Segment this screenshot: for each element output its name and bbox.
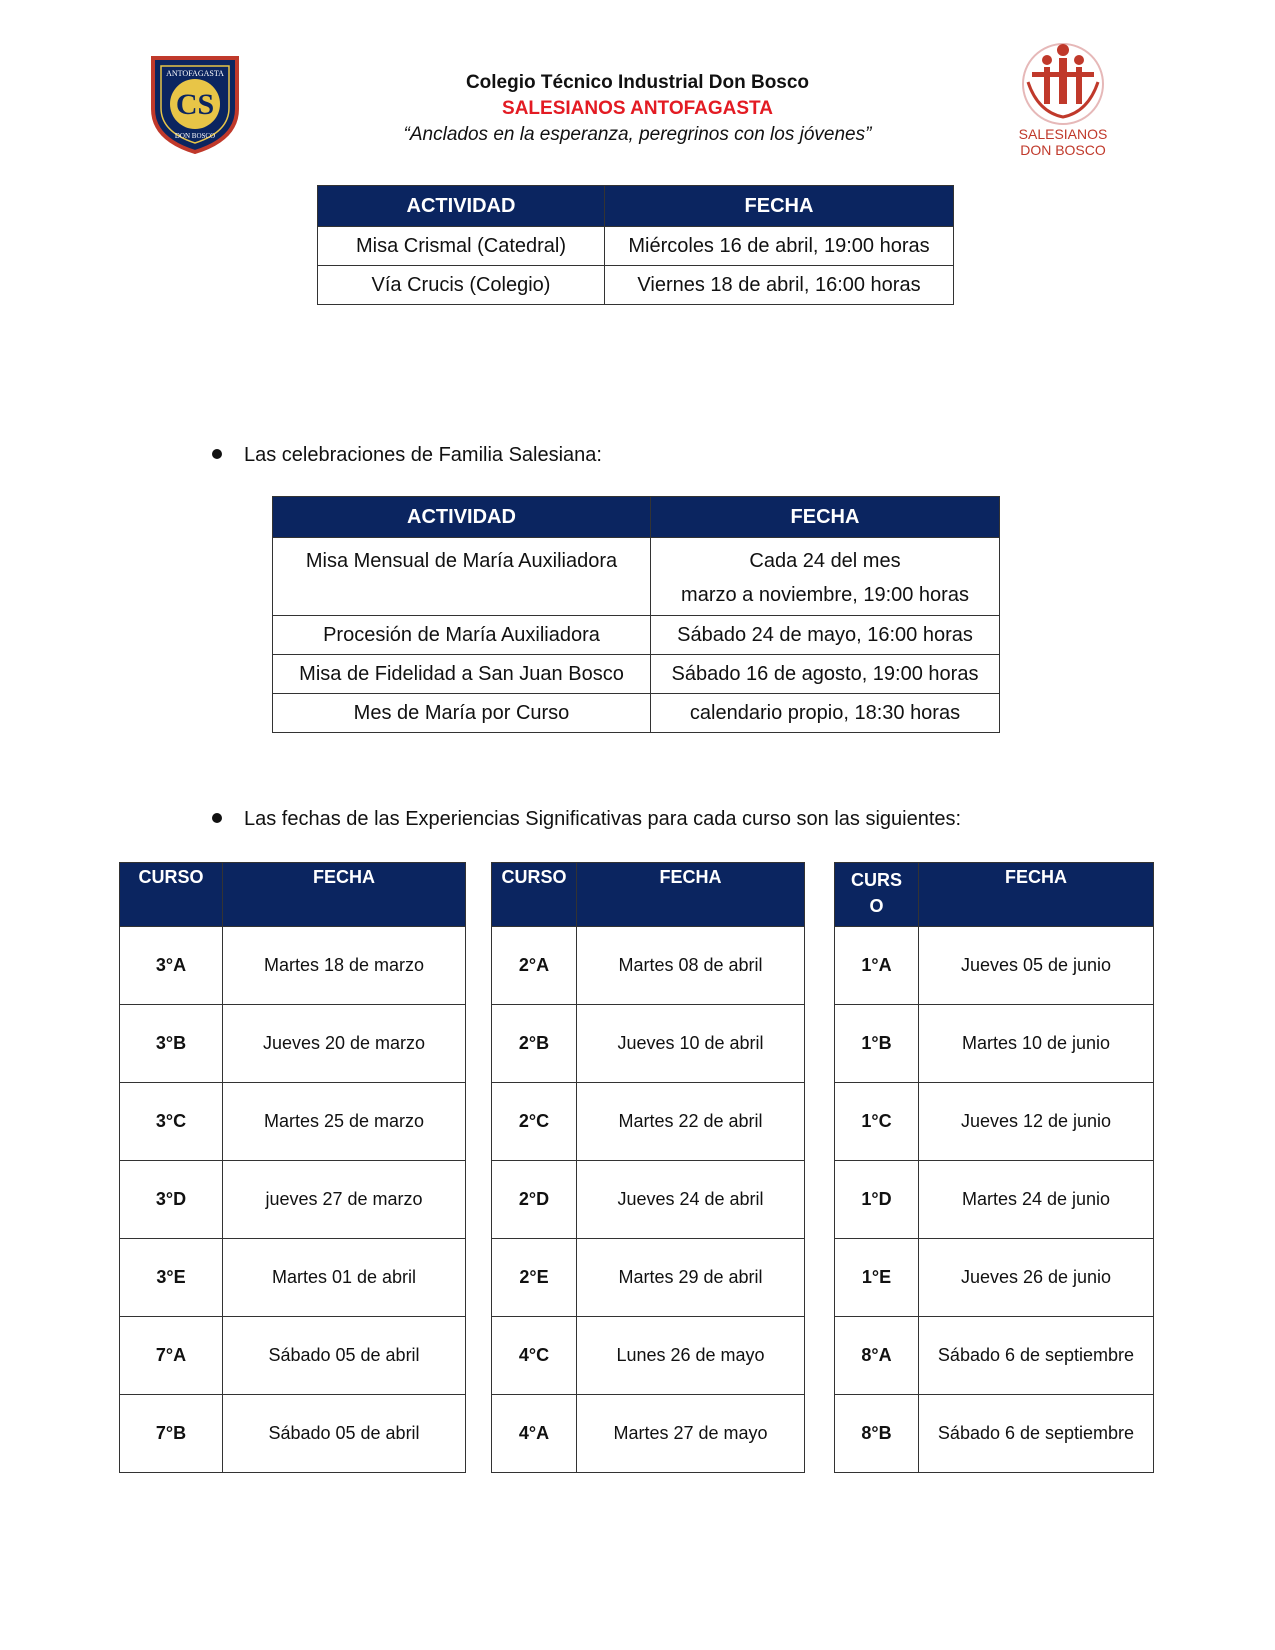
table-row [273, 616, 1000, 655]
date-cell: Martes 22 de abril [577, 1083, 805, 1161]
date-cell: Sábado 05 de abril [223, 1395, 466, 1473]
date-cell: Viernes 18 de abril, 16:00 horas [605, 266, 954, 305]
date-cell: Lunes 26 de mayo [577, 1317, 805, 1395]
course-cell: 3°C [120, 1083, 223, 1161]
column-header: FECHA [577, 863, 805, 927]
course-cell: 7°B [120, 1395, 223, 1473]
course-cell: 4°C [492, 1317, 577, 1395]
course-cell: 3°A [120, 927, 223, 1005]
column-header: FECHA [223, 863, 466, 927]
table-header-row [492, 863, 805, 927]
holy-week-table [317, 185, 954, 305]
table-row [492, 1005, 805, 1083]
course-cell: 1°E [835, 1239, 919, 1317]
course-cell: 1°D [835, 1161, 919, 1239]
date-cell: Jueves 20 de marzo [223, 1005, 466, 1083]
logo-line1: SALESIANOS [1018, 126, 1108, 142]
table-header-row [120, 863, 466, 927]
course-cell: 3°E [120, 1239, 223, 1317]
course-cell: 2°D [492, 1161, 577, 1239]
bullet-text: Las celebraciones de Familia Salesiana: [244, 444, 602, 466]
course-cell: 2°A [492, 927, 577, 1005]
date-cell [651, 538, 1000, 616]
bullet-text: Las fechas de las Experiencias Significativas para cada curso son las siguientes: [244, 808, 962, 830]
course-cell: 7°A [120, 1317, 223, 1395]
activity-cell: Procesión de María Auxiliadora [273, 616, 651, 655]
school-name: Colegio Técnico Industrial Don Bosco [465, 72, 810, 93]
date-cell: Jueves 10 de abril [577, 1005, 805, 1083]
activity-cell: Misa de Fidelidad a San Juan Bosco [273, 655, 651, 694]
date-cell: Jueves 12 de junio [919, 1083, 1154, 1161]
table-row [492, 1395, 805, 1473]
bullet-item [212, 444, 602, 467]
table-header-row [835, 863, 1154, 927]
table-row [120, 1395, 466, 1473]
table-row [318, 266, 954, 305]
bullet-icon [212, 813, 222, 823]
course-table-b [491, 862, 805, 1473]
date-cell: Martes 24 de junio [919, 1161, 1154, 1239]
date-cell: Miércoles 16 de abril, 19:00 horas [605, 227, 954, 266]
table-row [273, 538, 1000, 616]
table-row [492, 1161, 805, 1239]
date-cell: Martes 25 de marzo [223, 1083, 466, 1161]
date-cell: Martes 01 de abril [223, 1239, 466, 1317]
course-cell: 2°E [492, 1239, 577, 1317]
activity-cell: Misa Mensual de María Auxiliadora [273, 538, 651, 616]
course-cell: 1°B [835, 1005, 919, 1083]
salesianos-logo-text [1008, 126, 1118, 158]
table-row [120, 1317, 466, 1395]
course-cell: 4°A [492, 1395, 577, 1473]
header-line: O [869, 896, 884, 916]
table-row [120, 1161, 466, 1239]
activity-cell: Vía Crucis (Colegio) [318, 266, 605, 305]
table-row [120, 1083, 466, 1161]
table-row [835, 1005, 1154, 1083]
table-row [492, 1239, 805, 1317]
date-cell: Jueves 24 de abril [577, 1161, 805, 1239]
course-cell: 3°B [120, 1005, 223, 1083]
column-header: CURSO [492, 863, 577, 927]
header-line: CURS [850, 870, 902, 890]
course-cell: 1°A [835, 927, 919, 1005]
column-header: FECHA [605, 186, 954, 227]
table-row [273, 655, 1000, 694]
bullet-icon [212, 449, 222, 459]
date-line: marzo a noviembre, 19:00 horas [681, 584, 969, 606]
salesianos-logo [1008, 42, 1118, 162]
date-line: Cada 24 del mes [749, 550, 901, 572]
date-cell: Sábado 16 de agosto, 19:00 horas [651, 655, 1000, 694]
table-header-row [273, 497, 1000, 538]
table-row [492, 1317, 805, 1395]
date-cell: Martes 27 de mayo [577, 1395, 805, 1473]
table-row [835, 1317, 1154, 1395]
table-row [835, 927, 1154, 1005]
crest-bottom-text: DON BOSCO [174, 132, 216, 140]
table-row [835, 1161, 1154, 1239]
course-table-a [119, 862, 466, 1473]
logo-line2: DON BOSCO [1020, 142, 1106, 158]
table-row [120, 1005, 466, 1083]
column-header: FECHA [919, 863, 1154, 927]
network-name: SALESIANOS ANTOFAGASTA [502, 98, 773, 119]
date-cell: jueves 27 de marzo [223, 1161, 466, 1239]
column-header: CURSO [120, 863, 223, 927]
activity-cell: Mes de María por Curso [273, 694, 651, 733]
crest-monogram: CS [175, 88, 215, 121]
date-cell: calendario propio, 18:30 horas [651, 694, 1000, 733]
table-row [120, 1239, 466, 1317]
column-header: ACTIVIDAD [318, 186, 605, 227]
date-cell: Jueves 26 de junio [919, 1239, 1154, 1317]
column-header: FECHA [651, 497, 1000, 538]
table-row [318, 227, 954, 266]
table-header-row [318, 186, 954, 227]
table-row [273, 694, 1000, 733]
table-row [835, 1395, 1154, 1473]
date-cell: Sábado 05 de abril [223, 1317, 466, 1395]
course-cell: 2°B [492, 1005, 577, 1083]
bullet-item [212, 808, 961, 831]
activity-cell: Misa Crismal (Catedral) [318, 227, 605, 266]
table-row [120, 927, 466, 1005]
date-cell: Sábado 24 de mayo, 16:00 horas [651, 616, 1000, 655]
course-cell: 3°D [120, 1161, 223, 1239]
salesian-family-table [272, 496, 1000, 733]
table-row [492, 1083, 805, 1161]
table-row [835, 1083, 1154, 1161]
crest-top-text: ANTOFAGASTA [166, 69, 224, 78]
course-cell: 8°B [835, 1395, 919, 1473]
course-table-c [834, 862, 1154, 1473]
course-cell: 1°C [835, 1083, 919, 1161]
course-cell: 8°A [835, 1317, 919, 1395]
date-cell: Sábado 6 de septiembre [919, 1395, 1154, 1473]
date-cell: Jueves 05 de junio [919, 927, 1154, 1005]
table-row [835, 1239, 1154, 1317]
date-cell: Martes 29 de abril [577, 1239, 805, 1317]
motto: “Anclados en la esperanza, peregrinos con los jóvenes” [403, 124, 872, 145]
table-row [492, 927, 805, 1005]
course-cell: 2°C [492, 1083, 577, 1161]
date-cell: Martes 18 de marzo [223, 927, 466, 1005]
date-cell: Martes 08 de abril [577, 927, 805, 1005]
column-header [835, 863, 919, 927]
date-cell: Martes 10 de junio [919, 1005, 1154, 1083]
column-header: ACTIVIDAD [273, 497, 651, 538]
date-cell: Sábado 6 de septiembre [919, 1317, 1154, 1395]
